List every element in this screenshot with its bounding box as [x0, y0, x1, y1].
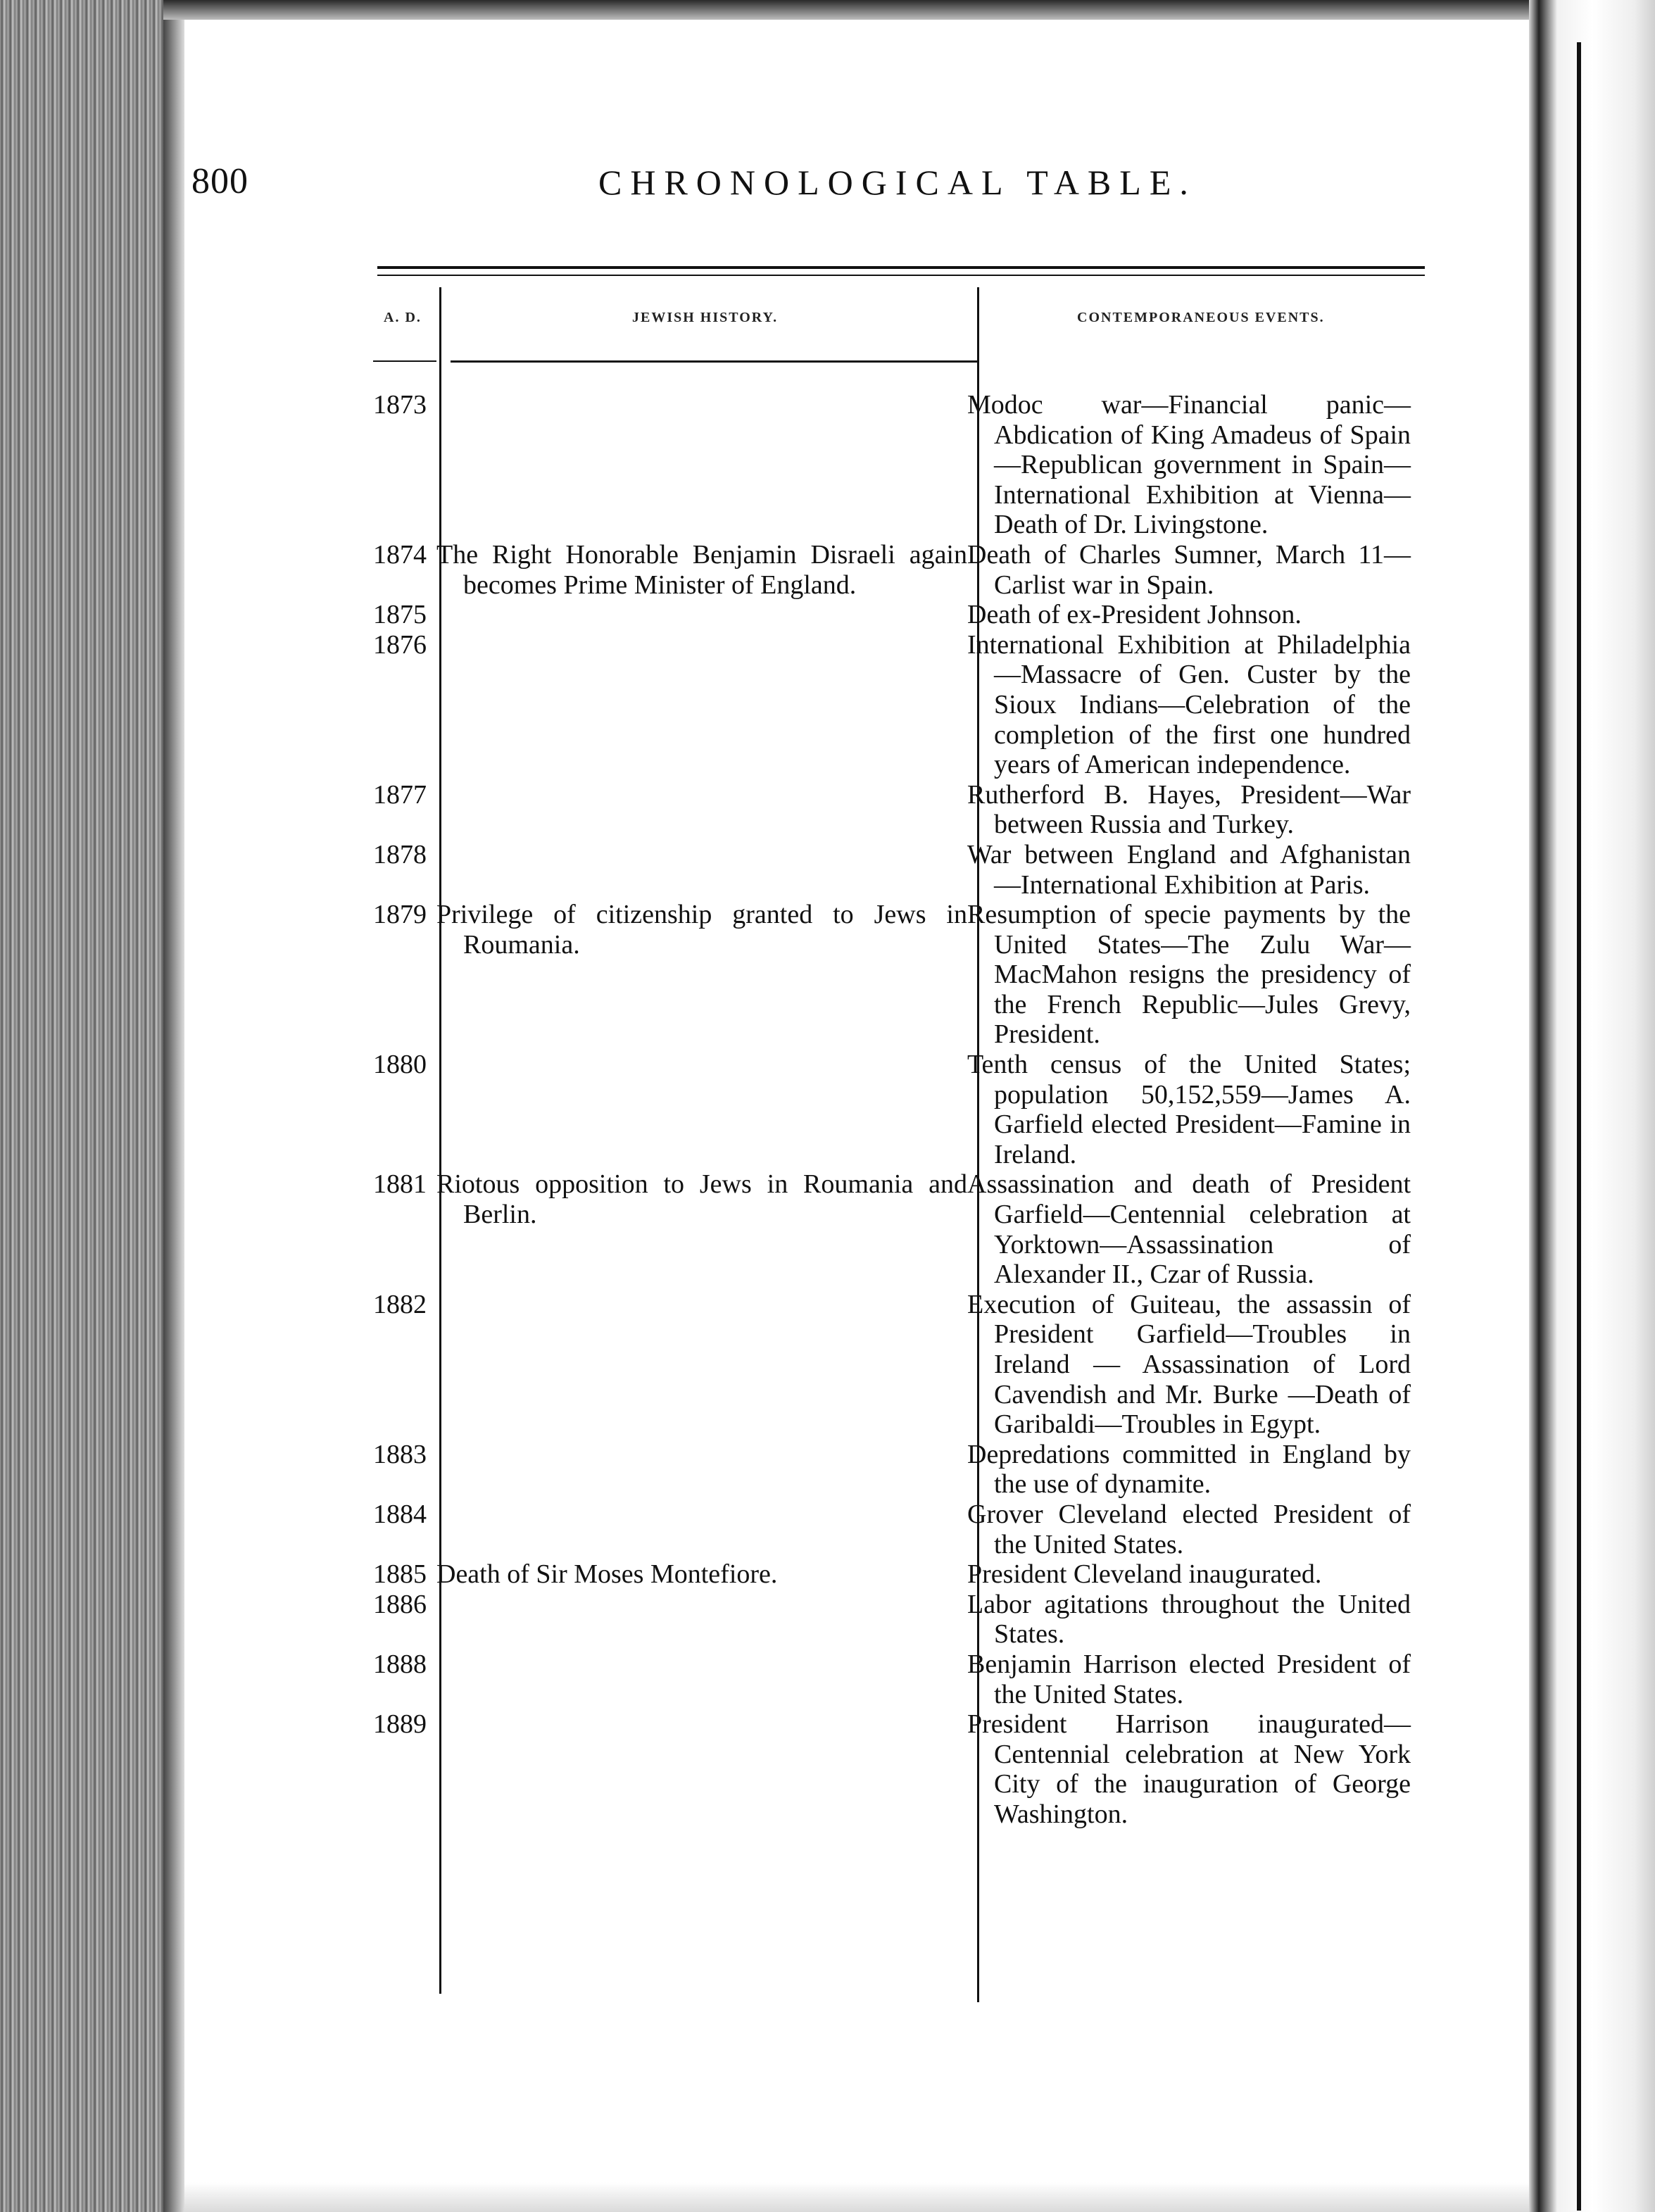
year-cell: 1885 — [373, 1559, 427, 1590]
jewish-history-cell — [436, 1559, 967, 1590]
year-cell: 1881 — [373, 1169, 427, 1200]
header-rule-top — [377, 266, 1425, 269]
contemporaneous-events-cell — [967, 900, 1411, 1050]
table-row — [373, 900, 1429, 1050]
table-row — [373, 1440, 1429, 1500]
jewish-history-text: Death of Sir Moses Montefiore. — [436, 1559, 778, 1590]
contemporaneous-events-cell — [967, 1649, 1411, 1709]
contemporaneous-events-text: President Harrison inaugurated—Centennial celebration at New York City of the inauguration of George Washington. — [967, 1709, 1411, 1829]
year-cell: 1889 — [373, 1709, 427, 1740]
contemporaneous-events-text: War between England and Afghanistan—International Exhibition at Paris. — [967, 839, 1411, 900]
contemporaneous-events-text: Rutherford B. Hayes, President—War between Russia and Turkey. — [967, 779, 1411, 840]
contemporaneous-events-cell — [967, 780, 1411, 840]
table-row — [373, 540, 1429, 600]
jewish-history-cell — [436, 1709, 967, 1829]
binding-shadow — [163, 0, 184, 2212]
page-title: CHRONOLOGICAL TABLE. — [598, 163, 1197, 202]
table-row — [373, 1559, 1429, 1590]
contemporaneous-events-cell — [967, 1709, 1411, 1829]
year-cell: 1882 — [373, 1289, 427, 1319]
contemporaneous-events-text: President Cleveland inaugurated. — [967, 1559, 1322, 1590]
jewish-history-cell — [436, 1649, 967, 1709]
jewish-history-cell — [436, 900, 967, 1050]
table-row — [373, 1590, 1429, 1649]
jewish-history-cell — [436, 1440, 967, 1500]
contemporaneous-events-text: Tenth census of the United States; population 50,152,559—James A. Garfield elected President—Famine in Ireland. — [967, 1050, 1411, 1169]
contemporaneous-events-cell — [967, 630, 1411, 780]
right-scan-edge — [1529, 0, 1655, 2212]
table-row — [373, 1500, 1429, 1559]
table-row — [373, 840, 1429, 900]
contemporaneous-events-cell — [967, 600, 1411, 630]
table-row — [373, 630, 1429, 780]
contemporaneous-events-cell — [967, 1050, 1411, 1169]
contemporaneous-events-text: Execution of Guiteau, the assassin of President Garfield—Troubles in Ireland — Assassination of Lord Cavendish and Mr. Burke —Death of Garibaldi—Troubles in Egypt. — [967, 1289, 1411, 1440]
table-row — [373, 1709, 1429, 1829]
contemporaneous-events-cell — [967, 1169, 1411, 1289]
contemporaneous-events-cell — [967, 840, 1411, 900]
jewish-history-text: Riotous opposition to Jews in Roumania and Berlin. — [436, 1169, 967, 1230]
contemporaneous-events-text: Death of ex-President Johnson. — [967, 600, 1302, 630]
year-cell: 1880 — [373, 1050, 427, 1080]
contemporaneous-events-text: International Exhibition at Philadelphia—Massacre of Gen. Custer by the Sioux Indians—Celebration of the completion of the first one hundred years of American independence. — [967, 629, 1411, 780]
table-row — [373, 390, 1429, 540]
contemporaneous-events-text: Labor agitations throughout the United States. — [967, 1589, 1411, 1649]
jewish-history-text: Privilege of citizenship granted to Jews in Roumania. — [436, 900, 967, 960]
jewish-history-cell — [436, 540, 967, 600]
year-cell: 1883 — [373, 1439, 427, 1469]
header-rule-bottom — [377, 275, 1425, 276]
contemporaneous-events-text: Grover Cleveland elected President of the United States. — [967, 1499, 1411, 1559]
contemporaneous-events-text: Modoc war—Financial panic—Abdication of King Amadeus of Spain—Republican government in Spain—International Exhibition at Vienna—Death of Dr. Livingstone. — [967, 390, 1411, 540]
contemporaneous-events-text: Death of Charles Sumner, March 11—Carlist war in Spain. — [967, 539, 1411, 600]
bottom-shadow — [184, 2182, 1529, 2212]
year-cell: 1875 — [373, 600, 427, 630]
jewish-history-cell — [436, 630, 967, 780]
jewish-history-cell — [436, 390, 967, 540]
chronology-table — [373, 390, 1429, 1830]
contemporaneous-events-text: Benjamin Harrison elected President of the United States. — [967, 1649, 1411, 1709]
year-cell: 1884 — [373, 1499, 427, 1529]
jewish-history-cell — [436, 1590, 967, 1649]
top-scan-edge — [163, 0, 1529, 20]
contemporaneous-events-cell — [967, 1590, 1411, 1649]
contemporaneous-events-text: Assassination and death of President Garfield—Centennial celebration at Yorktown—Assassination of Alexander II., Czar of Russia. — [967, 1169, 1411, 1290]
jewish-history-cell — [436, 1500, 967, 1559]
book-page-edges — [0, 0, 163, 2212]
year-cell: 1879 — [373, 900, 427, 930]
jewish-history-cell — [436, 780, 967, 840]
year-cell: 1878 — [373, 839, 427, 869]
jewish-history-cell — [436, 1169, 967, 1289]
jewish-history-cell — [436, 1290, 967, 1440]
right-edge-line — [1577, 42, 1581, 2211]
jewish-history-cell — [436, 600, 967, 630]
column-header-year: A. D. — [384, 310, 422, 325]
contemporaneous-events-cell — [967, 1500, 1411, 1559]
contemporaneous-events-text: Resumption of specie payments by the United States—The Zulu War—MacMahon resigns the presidency of the French Republic—Jules Grevy, President. — [967, 900, 1411, 1050]
column-header-rule — [451, 360, 978, 363]
table-row — [373, 1290, 1429, 1440]
year-cell: 1874 — [373, 539, 427, 570]
contemporaneous-events-cell — [967, 390, 1411, 540]
contemporaneous-events-cell — [967, 540, 1411, 600]
contemporaneous-events-cell — [967, 1290, 1411, 1440]
page-number: 800 — [191, 161, 248, 201]
column-header-rule-left — [373, 360, 436, 362]
column-header-jewish-history: JEWISH HISTORY. — [632, 310, 779, 325]
column-header-contemporaneous-events: CONTEMPORANEOUS EVENTS. — [1077, 310, 1325, 325]
contemporaneous-events-cell — [967, 1559, 1411, 1590]
jewish-history-text: The Right Honorable Benjamin Disraeli again becomes Prime Minister of England. — [436, 539, 967, 600]
year-cell: 1888 — [373, 1649, 427, 1679]
jewish-history-cell — [436, 1050, 967, 1169]
contemporaneous-events-text: Depredations committed in England by the use of dynamite. — [967, 1439, 1411, 1500]
year-cell: 1876 — [373, 629, 427, 660]
year-cell: 1877 — [373, 779, 427, 810]
year-cell: 1886 — [373, 1589, 427, 1619]
table-row — [373, 1050, 1429, 1169]
table-row — [373, 1169, 1429, 1289]
year-cell: 1873 — [373, 390, 427, 420]
contemporaneous-events-cell — [967, 1440, 1411, 1500]
table-row — [373, 600, 1429, 630]
jewish-history-cell — [436, 840, 967, 900]
table-row — [373, 780, 1429, 840]
table-row — [373, 1649, 1429, 1709]
